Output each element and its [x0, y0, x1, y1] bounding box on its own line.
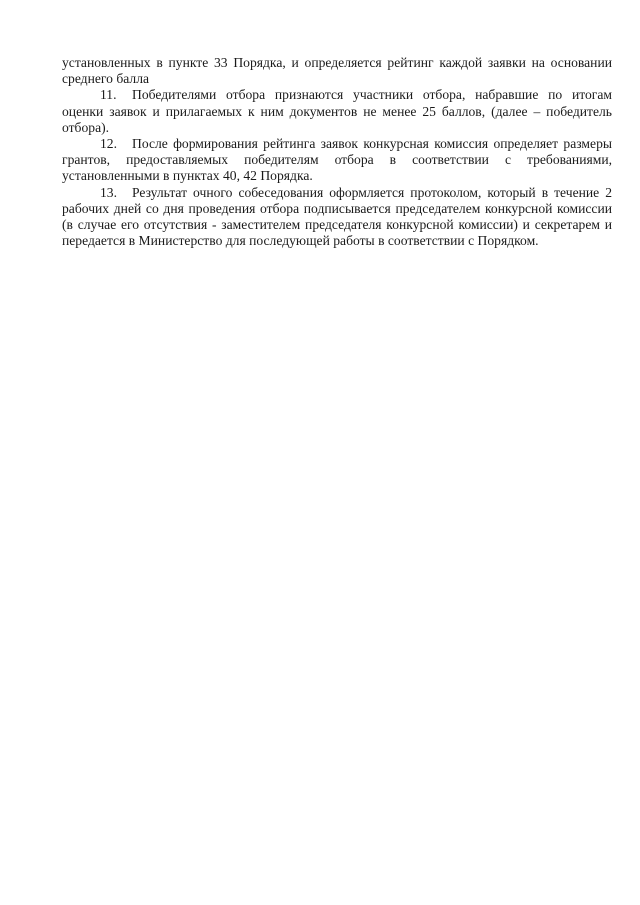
document-body — [62, 55, 612, 249]
paragraph-number: 12. — [100, 136, 117, 152]
paragraph-13 — [62, 185, 612, 250]
paragraph-continuation — [62, 55, 612, 87]
paragraph-text: Победителями отбора признаются участники отбора, набравшие по итогам оценки заявок и прилагаемых к ним документов не менее 25 баллов, (далее – победитель отбора). — [62, 87, 612, 135]
paragraph-text: Результат очного собеседования оформляется протоколом, который в течение 2 рабочих дней со дня проведения отбора подписывается председателем конкурсной комиссии (в случае его отсутствия - заместителем председателя конкурсной комиссии) и секретарем и передается в Министерство для последующей работы в соответствии с Порядком. — [62, 184, 612, 249]
paragraph-number: 11. — [100, 87, 117, 103]
paragraph-text: установленных в пункте 33 Порядка, и определяется рейтинг каждой заявки на основании среднего балла — [62, 55, 612, 87]
paragraph-number: 13. — [100, 184, 117, 200]
paragraph-text: После формирования рейтинга заявок конкурсная комиссия определяет размеры грантов, предоставляемых победителям отбора в соответствии с требованиями, установленными в пунктах 40, 42 Порядка. — [62, 136, 612, 184]
paragraph-12 — [62, 136, 612, 185]
paragraph-11 — [62, 87, 612, 136]
